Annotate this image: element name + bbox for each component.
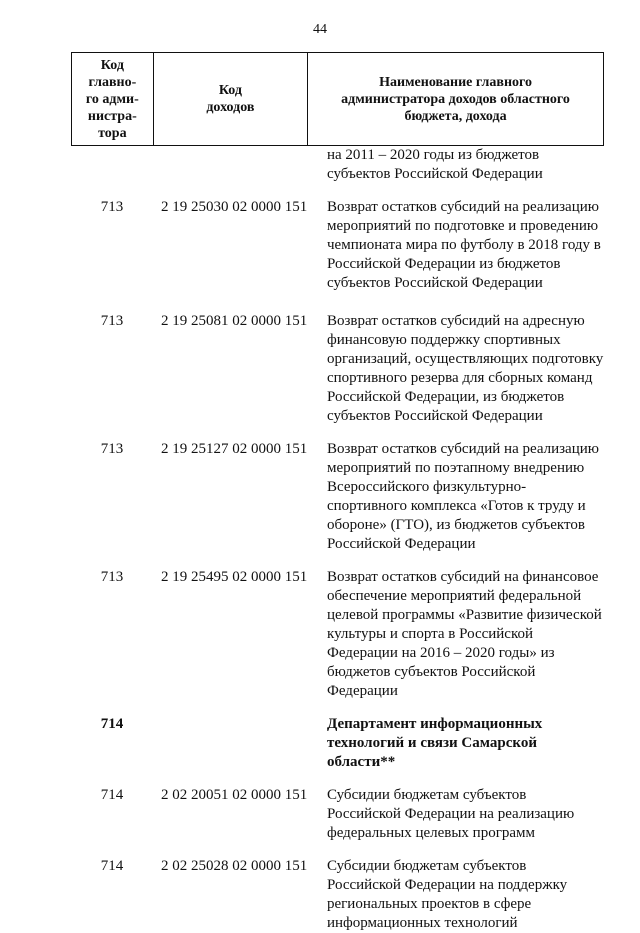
name-cell: на 2011 – 2020 годы из бюджетов субъектов Российской Федерации: [327, 147, 543, 182]
department-name-cell: Департамент информационных технологий и связи Самарской области**: [327, 716, 543, 770]
table-row: [71, 857, 604, 933]
income-code-cell: 2 19 25127 02 0000 151: [161, 441, 308, 457]
page-number: 44: [313, 22, 327, 37]
income-code-cell: 2 02 20051 02 0000 151: [161, 787, 308, 803]
income-code-cell: 2 19 25030 02 0000 151: [161, 199, 308, 215]
name-cell: Субсидии бюджетам субъектов Российской Федерации на реализацию федеральных целевых программ: [327, 787, 575, 841]
income-code-cell: 2 02 25028 02 0000 151: [161, 858, 308, 874]
table-row: [71, 786, 604, 843]
income-code-cell: [153, 146, 313, 184]
name-cell: Возврат остатков субсидий на реализацию мероприятий по поэтапному внедрению Всероссийского физкультурно- спортивного комплекса «Готов к труду и обороне» (ГТО), из бюджетов субъектов Российской Федерации: [327, 441, 599, 552]
admin-code-cell: 713: [100, 199, 124, 215]
table-row: [71, 312, 604, 426]
admin-code-cell: [71, 146, 153, 184]
name-cell: Возврат остатков субсидий на реализацию мероприятий по подготовке и проведению чемпионата мира по футболу в 2018 году в Российской Федерации из бюджетов субъектов Российской Федерации: [327, 199, 601, 291]
header-income-code: Код доходов: [154, 53, 308, 145]
header-admin-code: Код главно- го адми- нистра- тора: [72, 53, 154, 145]
table-header: [71, 52, 604, 146]
admin-code-cell: 713: [100, 569, 124, 585]
admin-code-cell: 713: [100, 441, 124, 457]
income-code-cell: 2 19 25081 02 0000 151: [161, 313, 308, 329]
table-row-department: [71, 715, 604, 772]
table-body: [71, 146, 604, 933]
table-row: [71, 198, 604, 293]
income-code-cell: 2 19 25495 02 0000 151: [161, 569, 308, 585]
table-row: [71, 146, 604, 184]
header-name: Наименование главного администратора доходов областного бюджета, дохода: [341, 74, 570, 124]
name-cell: Возврат остатков субсидий на финансовое обеспечение мероприятий федеральной целевой программы «Развитие физической культуры и спорта в Российской Федерации на 2016 – 2020 годы» из бюджетов субъектов Российской Федерации: [327, 569, 602, 699]
admin-code-cell: 713: [100, 313, 124, 329]
table-row: [71, 568, 604, 701]
name-cell: Субсидии бюджетам субъектов Российской Федерации на поддержку региональных проектов в сфере информационных технологий: [327, 858, 568, 931]
admin-code-cell: 714: [100, 716, 124, 732]
table-row: [71, 440, 604, 554]
admin-code-cell: 714: [100, 787, 124, 803]
name-cell: Возврат остатков субсидий на адресную финансовую поддержку спортивных организаций, осуществляющих подготовку спортивного резерва для сборных команд Российской Федерации, из бюджетов субъектов Российской Федерации: [327, 313, 604, 424]
income-code-cell: [153, 715, 313, 772]
admin-code-cell: 714: [100, 858, 124, 874]
